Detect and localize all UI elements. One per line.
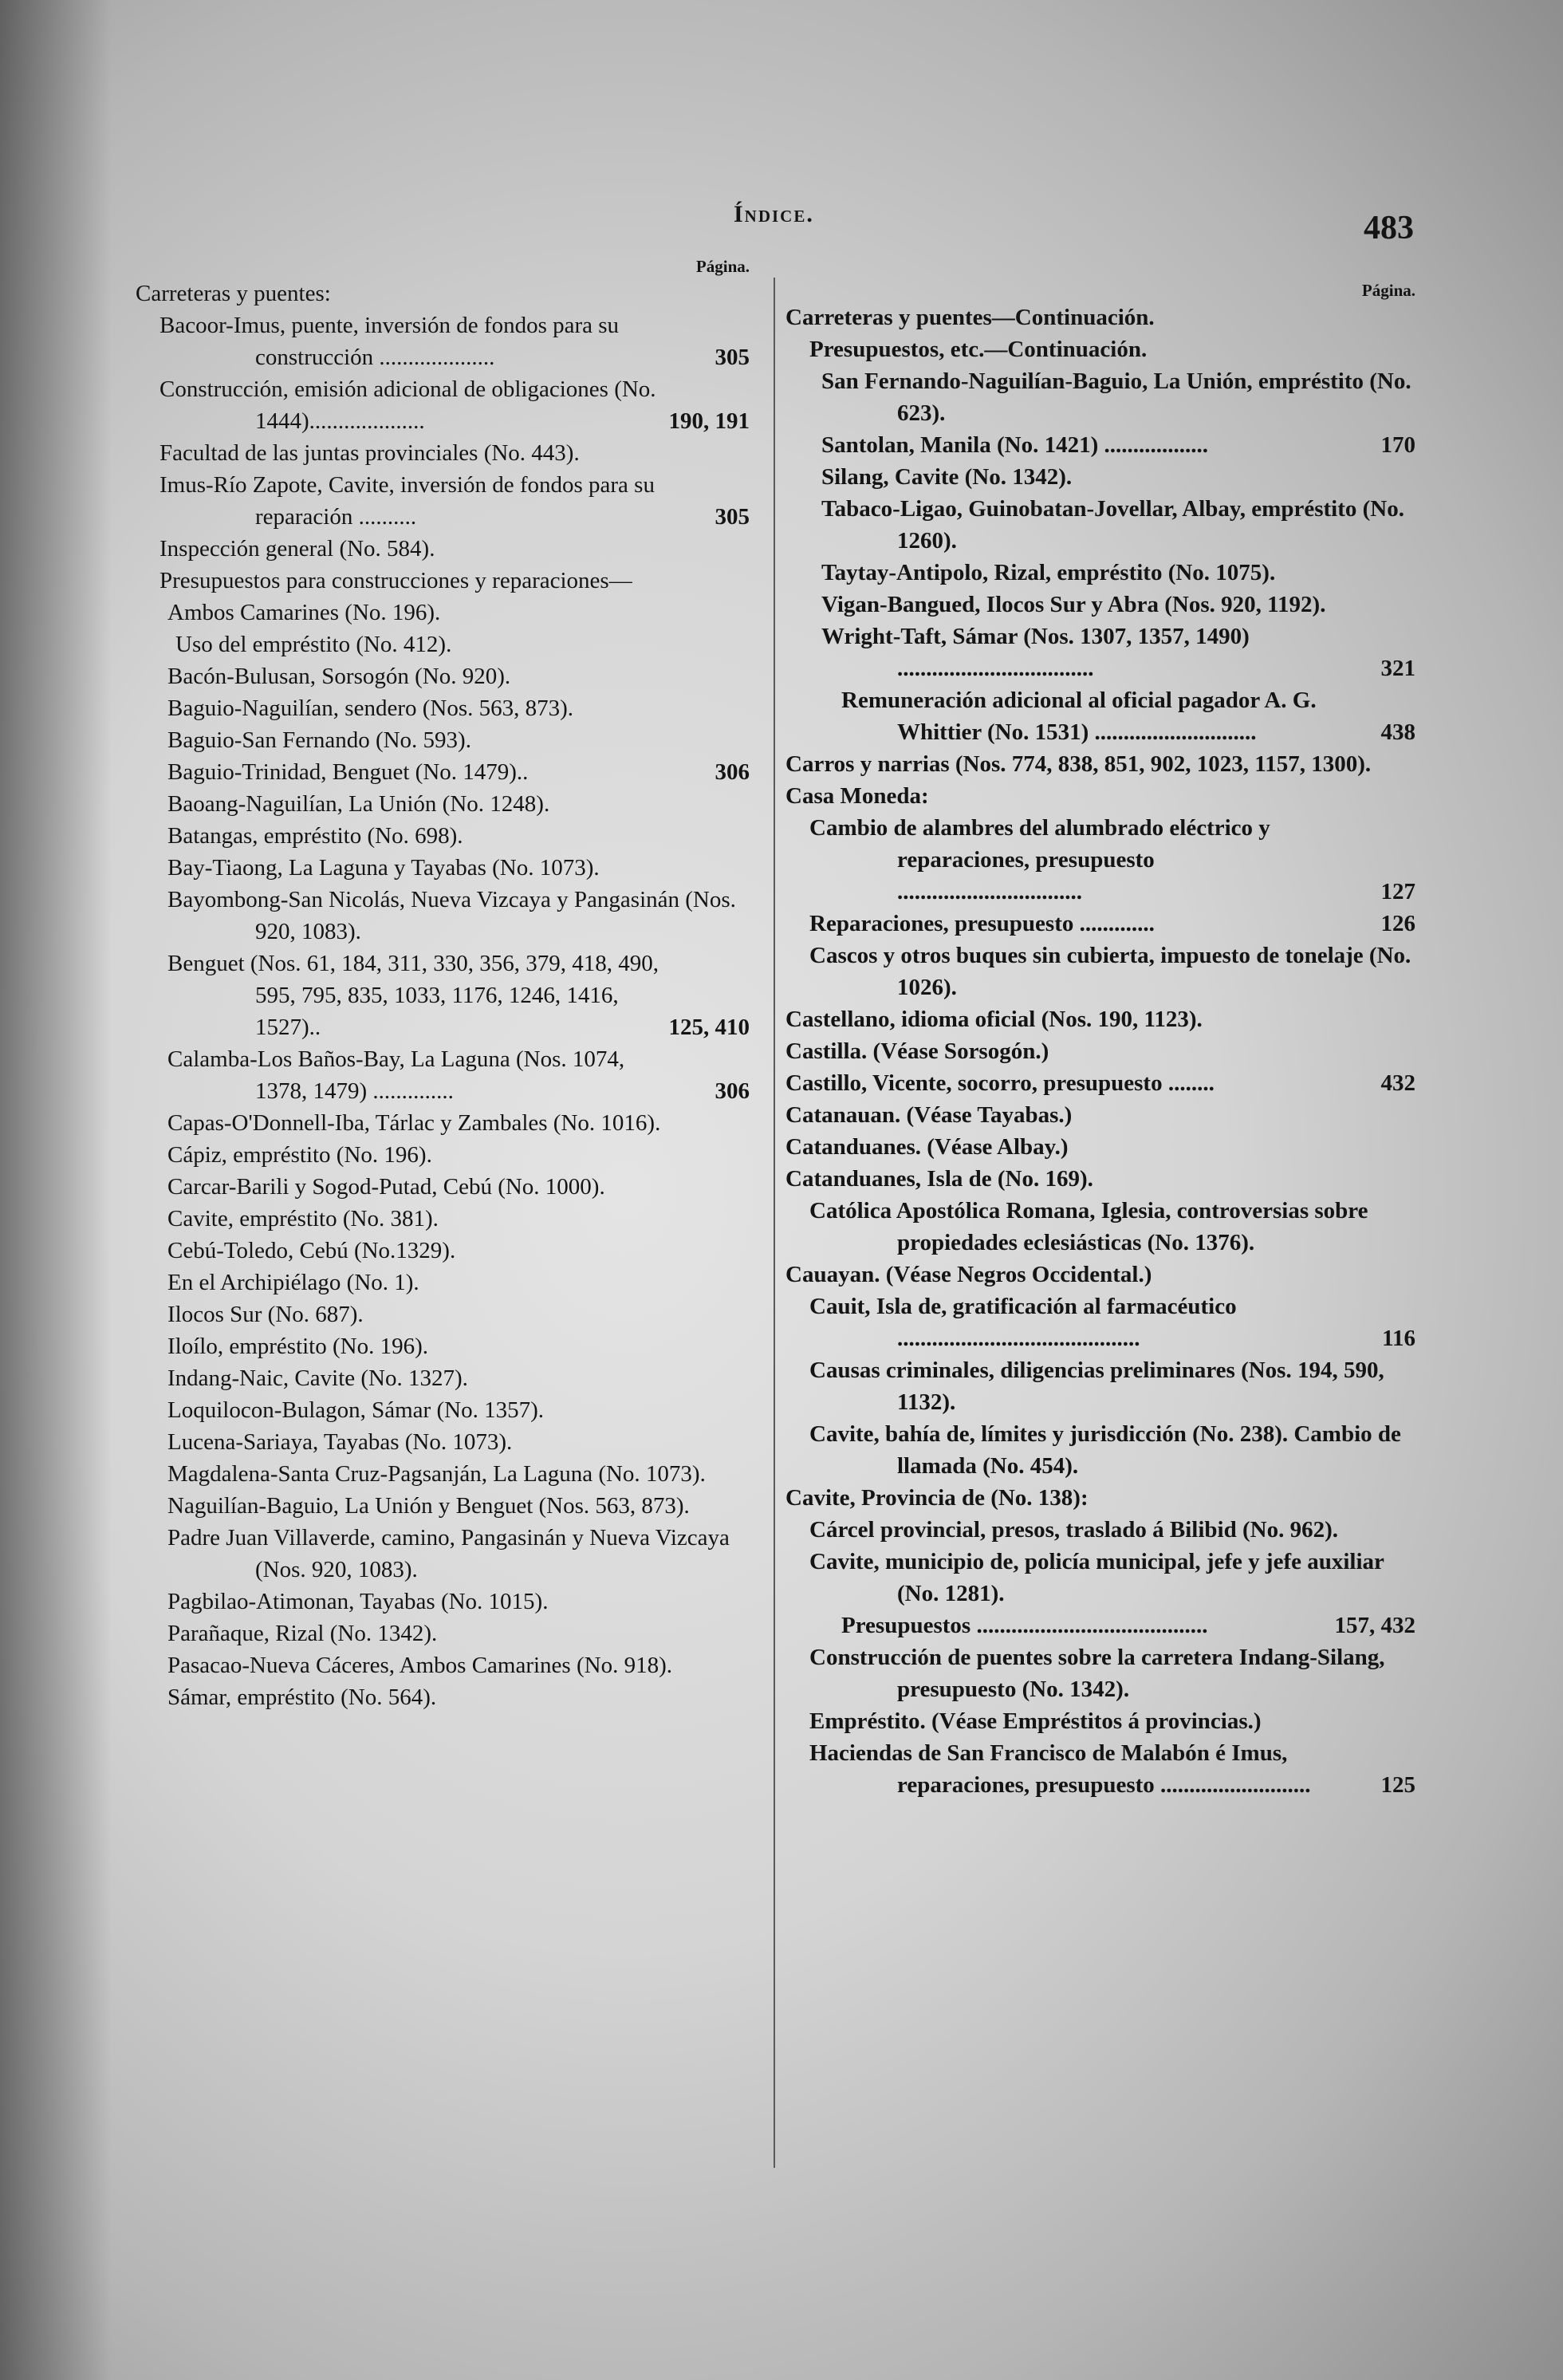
entry-text: Reparaciones, presupuesto .............: [809, 911, 1155, 936]
index-entry: [136, 756, 750, 788]
index-entry: [136, 1139, 750, 1171]
entry-text: Taytay-Antipolo, Rizal, empréstito (No. 1075).: [821, 560, 1276, 585]
index-entry: [136, 660, 750, 692]
index-entry: [136, 1681, 750, 1713]
index-entry: [785, 1035, 1415, 1067]
entry-text: San Fernando-Naguilían-Baguio, La Unión, empréstito (No. 623).: [821, 368, 1411, 426]
index-entry: [785, 1067, 1415, 1099]
right-column: [785, 281, 1415, 1801]
index-entry: [136, 533, 750, 565]
entry-text: Ilocos Sur (No. 687).: [167, 1302, 364, 1327]
index-entry: [785, 333, 1415, 365]
index-entry: [785, 301, 1415, 333]
entry-page-ref: 438: [1380, 719, 1415, 745]
index-entry: [785, 621, 1415, 684]
index-entry: [136, 1649, 750, 1681]
index-entry: [785, 429, 1415, 461]
entry-text: Lucena-Sariaya, Tayabas (No. 1073).: [167, 1429, 513, 1455]
index-entry: [785, 812, 1415, 908]
entry-page-ref: 126: [1380, 911, 1415, 936]
entry-text: Castillo, Vicente, socorro, presupuesto ........: [785, 1070, 1215, 1096]
entry-text: Indang-Naic, Cavite (No. 1327).: [167, 1365, 468, 1391]
entry-text: Iloílo, empréstito (No. 196).: [167, 1334, 429, 1359]
index-entry: [785, 1131, 1415, 1163]
index-entry: [785, 1354, 1415, 1418]
index-entry: [785, 1610, 1415, 1641]
column-divider: [774, 278, 775, 2168]
entry-text: Haciendas de San Francisco de Malabón é Imus, reparaciones, presupuesto ..........................: [809, 1740, 1311, 1798]
entry-page-ref: 305: [715, 345, 750, 370]
index-entry: [136, 788, 750, 820]
index-entry: [136, 1394, 750, 1426]
entry-text: Cavite, empréstito (No. 381).: [167, 1206, 439, 1231]
entry-text: Cauayan. (Véase Negros Occidental.): [785, 1262, 1152, 1287]
index-entry: [136, 1235, 750, 1267]
entry-text: Silang, Cavite (No. 1342).: [821, 464, 1073, 490]
entry-text: Presupuestos ........................................: [841, 1613, 1208, 1638]
entry-text: Padre Juan Villaverde, camino, Pangasinán y Nueva Vizcaya (Nos. 920, 1083).: [167, 1525, 730, 1582]
index-entry: [136, 724, 750, 756]
index-entry: [136, 692, 750, 724]
entry-text: Construcción, emisión adicional de obligaciones (No. 1444)....................: [159, 376, 656, 434]
index-entry: [785, 1737, 1415, 1801]
entry-text: Cavite, Provincia de (No. 138):: [785, 1485, 1089, 1511]
entry-text: Loquilocon-Bulagon, Sámar (No. 1357).: [167, 1397, 544, 1423]
entry-text: Cebú-Toledo, Cebú (No.1329).: [167, 1238, 456, 1263]
entry-text: Remuneración adicional al oficial pagador A. G. Whittier (No. 1531) ............................: [841, 688, 1317, 745]
entry-text: Causas criminales, diligencias preliminares (Nos. 194, 590, 1132).: [809, 1357, 1384, 1415]
entry-text: Calamba-Los Baños-Bay, La Laguna (Nos. 1074, 1378, 1479) ..............: [167, 1046, 625, 1104]
entry-text: Baguio-San Fernando (No. 593).: [167, 727, 471, 753]
entry-text: Bay-Tiaong, La Laguna y Tayabas (No. 1073).: [167, 855, 600, 881]
entry-page-ref: 305: [715, 504, 750, 530]
index-entry: [785, 1195, 1415, 1259]
entry-text: Castellano, idioma oficial (Nos. 190, 1123).: [785, 1007, 1203, 1032]
entry-text: Cauit, Isla de, gratificación al farmacéutico ..........................................: [809, 1294, 1237, 1351]
left-column: [136, 257, 750, 1713]
entry-text: Catanduanes. (Véase Albay.): [785, 1134, 1069, 1160]
entry-text: Católica Apostólica Romana, Iglesia, controversias sobre propiedades eclesiásticas (No. 1376).: [809, 1198, 1368, 1255]
entry-text: Naguilían-Baguio, La Unión y Benguet (Nos. 563, 873).: [167, 1493, 690, 1519]
entry-text: Batangas, empréstito (No. 698).: [167, 823, 463, 849]
index-entry: [136, 309, 750, 373]
entry-text: Ambos Camarines (No. 196).: [167, 600, 441, 625]
page-header: [0, 201, 1563, 249]
entry-text: Cárcel provincial, presos, traslado á Bilibid (No. 962).: [809, 1517, 1338, 1543]
index-entry: [136, 278, 750, 309]
entry-text: Tabaco-Ligao, Guinobatan-Jovellar, Albay, empréstito (No. 1260).: [821, 496, 1404, 554]
index-entry: [785, 1418, 1415, 1482]
index-entry: [136, 884, 750, 948]
entry-text: Baoang-Naguilían, La Unión (No. 1248).: [167, 791, 550, 817]
entry-text: Presupuestos, etc.—Continuación.: [809, 337, 1148, 362]
index-entry: [136, 1586, 750, 1618]
entry-page-ref: 116: [1382, 1326, 1415, 1351]
entry-text: Carreteras y puentes—Continuación.: [785, 305, 1155, 330]
left-column-page-label: Página.: [695, 257, 750, 276]
index-entry: [785, 461, 1415, 493]
entry-text: Baguio-Trinidad, Benguet (No. 1479)..: [167, 759, 529, 785]
entry-page-ref: 190, 191: [668, 408, 750, 434]
entry-text: Uso del empréstito (No. 412).: [175, 632, 452, 657]
entry-text: Santolan, Manila (No. 1421) ..................: [821, 432, 1208, 458]
entry-text: Baguio-Naguilían, sendero (Nos. 563, 873).: [167, 695, 574, 721]
index-entry: [136, 948, 750, 1043]
entry-text: Bacón-Bulusan, Sorsogón (No. 920).: [167, 664, 511, 689]
entry-text: Wright-Taft, Sámar (Nos. 1307, 1357, 1490) ..................................: [821, 624, 1250, 681]
entry-page-ref: 170: [1380, 432, 1415, 458]
index-entry: [136, 1107, 750, 1139]
index-entry: [785, 1705, 1415, 1737]
right-column-page-label: Página.: [1361, 281, 1415, 300]
entry-text: Bayombong-San Nicolás, Nueva Vizcaya y Pangasinán (Nos. 920, 1083).: [167, 887, 736, 944]
entry-text: Cavite, municipio de, policía municipal, jefe y jefe auxiliar (No. 1281).: [809, 1549, 1384, 1606]
index-entry: [136, 820, 750, 852]
entry-text: En el Archipiélago (No. 1).: [167, 1270, 419, 1295]
entry-text: Carros y narrias (Nos. 774, 838, 851, 902, 1023, 1157, 1300).: [785, 751, 1372, 777]
index-entry: [785, 557, 1415, 589]
entry-text: Catanauan. (Véase Tayabas.): [785, 1102, 1073, 1128]
entry-page-ref: 127: [1380, 879, 1415, 904]
entry-page-ref: 306: [715, 759, 750, 785]
index-entry: [136, 373, 750, 437]
entry-text: Cápiz, empréstito (No. 196).: [167, 1142, 432, 1168]
entry-text: Catanduanes, Isla de (No. 169).: [785, 1166, 1093, 1192]
index-entry: [785, 1546, 1415, 1610]
entry-page-ref: 157, 432: [1334, 1613, 1415, 1638]
index-entry: [136, 852, 750, 884]
index-entry: [785, 1003, 1415, 1035]
entry-text: Inspección general (No. 584).: [159, 536, 435, 562]
entry-text: Sámar, empréstito (No. 564).: [167, 1685, 437, 1710]
entry-text: Construcción de puentes sobre la carretera Indang-Silang, presupuesto (No. 1342).: [809, 1645, 1385, 1702]
entry-page-ref: 306: [715, 1078, 750, 1104]
index-entry: [136, 1522, 750, 1586]
index-entry: [785, 1099, 1415, 1131]
index-entry: [136, 1618, 750, 1649]
entry-text: Pagbilao-Atimonan, Tayabas (No. 1015).: [167, 1589, 549, 1614]
entry-page-ref: 432: [1380, 1070, 1415, 1096]
index-entry: [785, 748, 1415, 780]
entry-text: Carreteras y puentes:: [136, 281, 331, 306]
index-entry: [136, 1426, 750, 1458]
index-entry: [136, 565, 750, 597]
entry-text: Presupuestos para construcciones y reparaciones—: [159, 568, 632, 593]
entry-page-ref: 321: [1380, 656, 1415, 681]
index-entry: [785, 684, 1415, 748]
entry-page-ref: 125, 410: [668, 1015, 750, 1040]
index-entry: [136, 628, 750, 660]
entry-text: Facultad de las juntas provinciales (No. 443).: [159, 440, 580, 466]
index-entry: [136, 1171, 750, 1203]
index-entry: [136, 1267, 750, 1298]
entry-text: Carcar-Barili y Sogod-Putad, Cebú (No. 1000).: [167, 1174, 605, 1200]
index-entry: [785, 908, 1415, 940]
index-entry: [136, 1362, 750, 1394]
index-entry: [785, 493, 1415, 557]
entry-text: Parañaque, Rizal (No. 1342).: [167, 1621, 438, 1646]
entry-text: Magdalena-Santa Cruz-Pagsanján, La Laguna (No. 1073).: [167, 1461, 706, 1487]
index-entry: [136, 469, 750, 533]
entry-text: Empréstito. (Véase Empréstitos á provincias.): [809, 1708, 1262, 1734]
entry-text: Imus-Río Zapote, Cavite, inversión de fondos para su reparación ..........: [159, 472, 655, 530]
page-edge-shadow: [0, 0, 112, 2380]
entry-text: Bacoor-Imus, puente, inversión de fondos para su construcción ....................: [159, 313, 620, 370]
entry-text: Benguet (Nos. 61, 184, 311, 330, 356, 379, 418, 490, 595, 795, 835, 1033, 1176, 1246, 1416, 1527)..: [167, 951, 659, 1040]
index-entry: [785, 1290, 1415, 1354]
index-entry: [136, 597, 750, 628]
entry-text: Cambio de alambres del alumbrado eléctrico y reparaciones, presupuesto ................................: [809, 815, 1270, 904]
index-entry: [785, 1641, 1415, 1705]
index-entry: [785, 1482, 1415, 1514]
index-entry: [785, 1163, 1415, 1195]
index-entry: [785, 365, 1415, 429]
page-number: 483: [1364, 210, 1414, 246]
index-entry: [136, 1490, 750, 1522]
entry-text: Cascos y otros buques sin cubierta, impuesto de tonelaje (No. 1026).: [809, 943, 1411, 1000]
index-entry: [785, 1259, 1415, 1290]
entry-text: Cavite, bahía de, límites y jurisdicción (No. 238). Cambio de llamada (No. 454).: [809, 1421, 1401, 1479]
index-entry: [136, 1043, 750, 1107]
index-entry: [136, 437, 750, 469]
index-entry: [136, 1458, 750, 1490]
index-entry: [785, 940, 1415, 1003]
index-entry: [136, 1298, 750, 1330]
page-title: Índice.: [734, 201, 814, 227]
entry-text: Castilla. (Véase Sorsogón.): [785, 1038, 1049, 1064]
entry-page-ref: 125: [1380, 1772, 1415, 1798]
entry-text: Vigan-Bangued, Ilocos Sur y Abra (Nos. 920, 1192).: [821, 592, 1326, 617]
index-entry: [785, 1514, 1415, 1546]
index-entry: [785, 589, 1415, 621]
entry-text: Casa Moneda:: [785, 783, 929, 809]
index-entry: [136, 1330, 750, 1362]
entry-text: Capas-O'Donnell-Iba, Tárlac y Zambales (No. 1016).: [167, 1110, 661, 1136]
entry-text: Pasacao-Nueva Cáceres, Ambos Camarines (No. 918).: [167, 1653, 672, 1678]
index-entry: [785, 780, 1415, 812]
index-entry: [136, 1203, 750, 1235]
